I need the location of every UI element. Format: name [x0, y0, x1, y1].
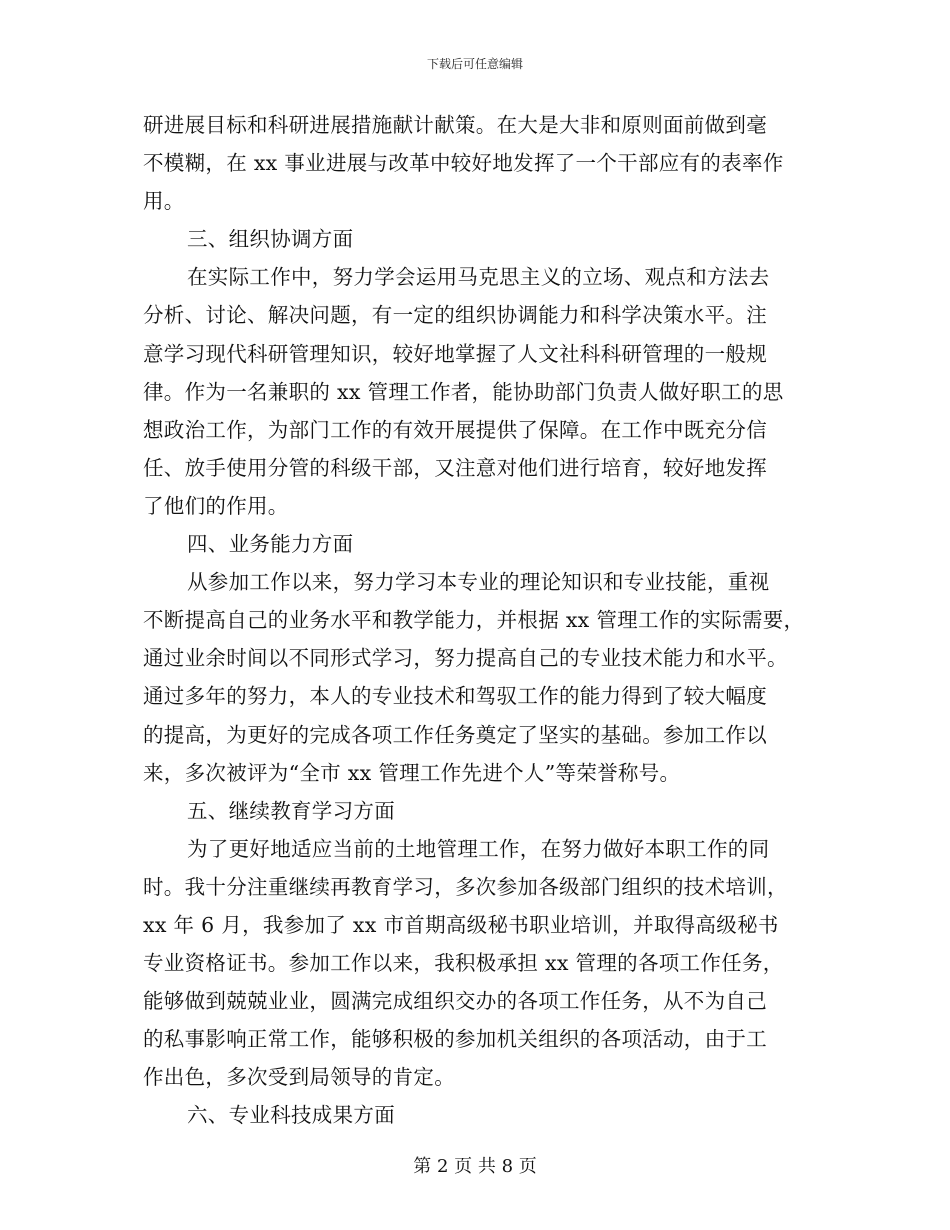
body-line: 了他们的作用。 — [143, 493, 289, 518]
section-heading: 四、业务能力方面 — [187, 532, 354, 557]
body-line: 通过多年的努力，本人的专业技术和驾驭工作的能力得到了较大幅度 — [143, 684, 767, 709]
section-heading: 三、组织协调方面 — [187, 227, 354, 252]
body-line: 想政治工作，为部门工作的有效开展提供了保障。在工作中既充分信 — [143, 417, 767, 442]
paragraph-first-line: 在实际工作中，努力学会运用马克思主义的立场、观点和方法去 — [187, 265, 770, 290]
body-line: 不模糊，在 xx 事业进展与改革中较好地发挥了一个干部应有的表率作 — [143, 151, 784, 176]
paragraph-first-line: 从参加工作以来，努力学习本专业的理论知识和专业技能，重视 — [187, 570, 770, 595]
section-heading: 五、继续教育学习方面 — [187, 798, 395, 823]
section-heading: 六、专业科技成果方面 — [187, 1103, 395, 1128]
body-line: 的提高，为更好的完成各项工作任务奠定了坚实的基础。参加工作以 — [143, 722, 767, 747]
body-line: 律。作为一名兼职的 xx 管理工作者，能协助部门负责人做好职工的思 — [143, 379, 784, 404]
body-line: 研进展目标和科研进展措施献计献策。在大是大非和原则面前做到毫 — [143, 113, 767, 137]
paragraph-first-line: 为了更好地适应当前的土地管理工作，在努力做好本职工作的同 — [187, 836, 770, 861]
page-header: 下载后可任意编辑 — [426, 57, 523, 71]
body-line: 通过业余时间以不同形式学习，努力提高自己的专业技术能力和水平。 — [143, 646, 788, 671]
document-body — [143, 106, 809, 1135]
body-line: 专业资格证书。参加工作以来，我积极承担 xx 管理的各项工作任务， — [143, 951, 784, 976]
body-line: 用。 — [143, 189, 185, 214]
body-line: 时。我十分注重继续再教育学习，多次参加各级部门组织的技术培训， — [143, 874, 788, 899]
body-line: 分析、讨论、解决问题，有一定的组织协调能力和科学决策水平。注 — [143, 303, 767, 328]
page-number-footer: 第 2 页 共 8 页 — [413, 1156, 537, 1177]
body-line: 能够做到兢兢业业，圆满完成组织交办的各项工作任务，从不为自己 — [143, 989, 767, 1014]
body-line: 意学习现代科研管理知识，较好地掌握了人文社科科研管理的一般规 — [143, 341, 767, 366]
body-line: xx 年 6 月，我参加了 xx 市首期高级秘书职业培训，并取得高级秘书 — [143, 912, 779, 937]
body-line: 任、放手使用分管的科级干部，又注意对他们进行培育，较好地发挥 — [143, 455, 767, 480]
body-line: 作出色，多次受到局领导的肯定。 — [143, 1065, 455, 1090]
body-line: 的私事影响正常工作，能够积极的参加机关组织的各项活动，由于工 — [143, 1027, 767, 1052]
body-line: 来，多次被评为“全市 xx 管理工作先进个人”等荣誉称号。 — [143, 760, 681, 785]
body-line: 不断提高自己的业务水平和教学能力，并根据 xx 管理工作的实际需要， — [143, 608, 805, 633]
